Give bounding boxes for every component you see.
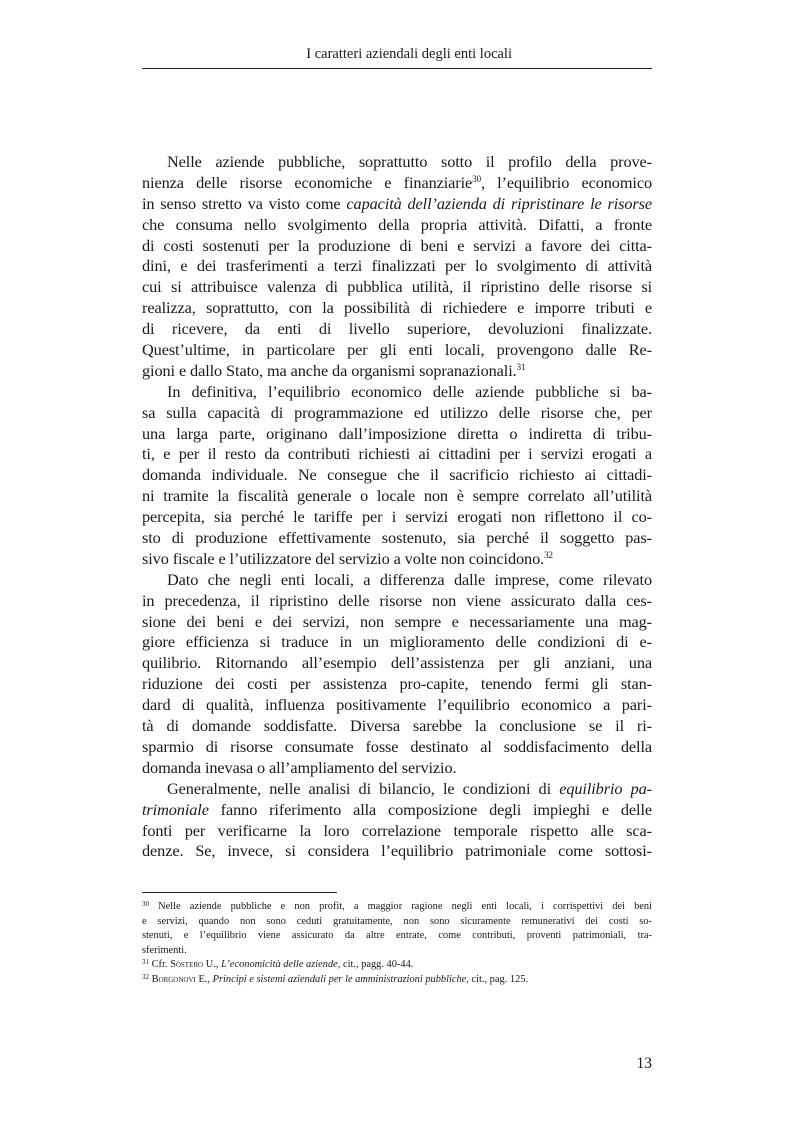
body-line: ni tramite la fiscalità generale o locale non è sempre correlato all’utilità <box>142 486 652 506</box>
body-line: in precedenza, il ripristino delle risorse non viene assicurato dalla ces- <box>142 590 652 610</box>
body-line: Dato che negli enti locali, a differenza dalle imprese, come rilevato <box>167 569 652 589</box>
emphasis: capacità dell’azienda di ripristinare le risorse <box>346 193 653 213</box>
emphasis: equilibrio pa- <box>559 778 652 798</box>
body-line: denze. Se, invece, si considera l’equilibrio patrimoniale come sottosi- <box>142 841 652 861</box>
body-line: Generalmente, nelle analisi di bilancio, le condizioni di equilibrio pa- <box>167 778 652 798</box>
body-line: sivo fiscale e l’utilizzatore del servizio a volte non coincidono.$^{32}$ <box>142 548 553 568</box>
body-line: trimoniale fanno riferimento alla composizione degli impieghi e delle <box>142 799 652 819</box>
footnote-30: $^{30}$ Nelle aziende pubbliche e non profit, a maggior ragione negli enti locali, i corrispettivi dei beni <box>142 900 652 912</box>
footnote-ref-30: 30 <box>472 173 481 184</box>
footnote-31: $^{31}$ Cfr. Sòstero U., L’economicità delle aziende, cit., pagg. 40-44. <box>142 958 414 970</box>
body-line: In definitiva, l’equilibrio economico delle aziende pubbliche si ba- <box>167 381 652 401</box>
footnote-30: stenuti, e l’equilibrio viene assicurato da altre entrate, come contributi, proventi patrimoniali, tra- <box>142 930 652 941</box>
body-line: dard di qualità, influenza positivamente l’equilibrio economico a pari- <box>142 695 652 715</box>
running-header-title: I caratteri aziendali degli enti locali <box>306 46 512 62</box>
running-header <box>142 46 652 63</box>
body-line: gioni e dallo Stato, ma anche da organismi sopranazionali.$^{31}$ <box>142 360 526 380</box>
footnotes <box>142 900 652 987</box>
body-line: fonti per verificarne la loro correlazione temporale rispetto alle sca- <box>142 820 652 840</box>
body-line: ti, e per il resto da contributi richiesti ai cittadini per i servizi erogati a <box>142 444 652 464</box>
header-rule <box>142 68 652 69</box>
emphasis: trimoniale <box>142 799 209 819</box>
footnote-author: Borgonovi <box>149 973 196 985</box>
body-line: di costi sostenuti per la produzione di beni e servizi a favore dei citta- <box>142 235 652 255</box>
body-line: domanda individuale. Ne consegue che il sacrificio richiesto ai cittadi- <box>142 465 652 485</box>
body-line: realizza, soprattutto, con la possibilità di richiedere e imporre tributi e <box>142 298 652 318</box>
body-line: Nelle aziende pubbliche, soprattutto sotto il profilo della prove- <box>167 152 652 171</box>
page-number: 13 <box>636 1055 652 1072</box>
body-line: sto di produzione effettivamente sostenuto, sia perché il soggetto pas- <box>142 528 652 548</box>
footnote-ref-32: 32 <box>544 549 553 560</box>
body-line: una larga parte, originano dall’imposizione diretta o indiretta di tribu- <box>142 423 652 443</box>
body-line: dini, e dei trasferimenti a terzi finalizzati per lo svolgimento di attività <box>142 256 652 276</box>
body-line: di ricevere, da enti di livello superiore, devoluzioni finalizzate. <box>142 319 652 339</box>
body-line: sparmio di risorse consumate fosse destinato al soddisfacimento della <box>142 736 652 756</box>
body-line: domanda inevasa o all’ampliamento del servizio. <box>142 757 457 777</box>
body-line: riduzione dei costi per assistenza pro-capite, tenendo fermi gli stan- <box>142 674 652 694</box>
body-line: in senso stretto va visto come capacità dell’azienda di ripristinare le risorse <box>142 193 653 213</box>
body-line: sione dei beni e dei servizi, non sempre e necessariamente una mag- <box>142 611 652 631</box>
body-line: tà di domande soddisfatte. Diversa sarebbe la conclusione se il ri- <box>142 716 652 736</box>
footnote-title: L’economicità delle aziende, <box>221 959 341 970</box>
footnote-title: Principi e sistemi aziendali per le amministrazioni pubbliche <box>212 973 467 985</box>
body-line: Quest’ultime, in particolare per gli enti locali, provengono dalle Re- <box>142 340 652 360</box>
footnote-rule <box>142 892 337 893</box>
body-line: cui si attribuisce valenza di pubblica utilità, il ripristino delle risorse si <box>142 277 652 297</box>
body-line: quilibrio. Ritornando all’esempio dell’assistenza per gli anziani, una <box>142 653 652 673</box>
footnote-ref-31: 31 <box>516 361 526 372</box>
body-line: che consuma nello svolgimento della propria attività. Difatti, a fronte <box>142 214 652 234</box>
body-line: giore efficienza si traduce in un miglioramento delle condizioni di e- <box>142 632 652 652</box>
body-line: sa sulla capacità di programmazione ed utilizzo delle risorse che, per <box>142 402 652 422</box>
body-line: percepita, sia perché le tariffe per i servizi erogati non riflettono il co- <box>142 507 652 527</box>
body-line: nienza delle risorse economiche e finanziarie$^{30}$, l’equilibrio economico <box>142 172 652 192</box>
footnote-32: $^{32}$ Borgonovi E., Principi e sistemi aziendali per le amministrazioni pubbliche, cit., pag. 125. <box>142 972 529 985</box>
footnote-author: Sòstero <box>170 959 204 970</box>
footnote-30: sferimenti. <box>142 944 187 956</box>
footnote-30: e servizi, quando non sono ceduti gratuitamente, non sono sicuramente remunerativi dei costi so- <box>142 915 652 927</box>
body-text <box>142 152 652 862</box>
